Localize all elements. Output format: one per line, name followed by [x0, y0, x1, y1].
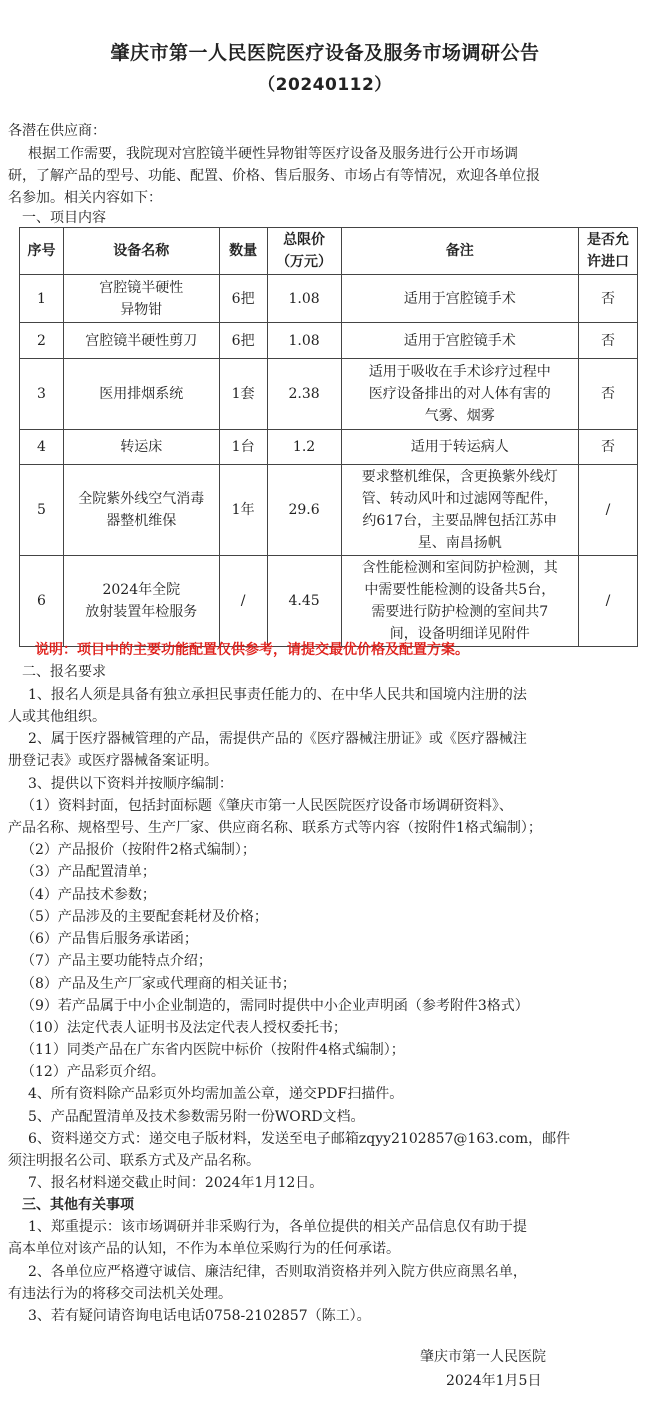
cell-name: 转运床	[63, 430, 219, 465]
requirement-line: （5）产品涉及的主要配套耗材及价格；	[0, 909, 268, 925]
cell-note-line: 含性能检测和室间防护检测，其	[361, 560, 558, 576]
requirement-line: 人或其他组织。	[8, 709, 106, 725]
cell-name	[63, 556, 219, 647]
cell-note-line: 需要进行防护检测的室间共7	[371, 604, 549, 620]
requirement-line: 1、报名人须是具备有独立承担民事责任能力的、在中华人民共和国境内注册的法	[0, 687, 527, 703]
cell-no: 6	[20, 556, 64, 647]
cell-note-line: 适用于吸收在手术诊疗过程中	[368, 364, 551, 380]
requirement-line: （12）产品彩页介绍。	[0, 1064, 165, 1080]
header-import-line1: 是否允	[587, 232, 630, 248]
table-row	[20, 430, 638, 465]
cell-import: 否	[579, 323, 638, 359]
requirement-line: 2、属于医疗器械管理的产品，需提供产品的《医疗器械注册证》或《医疗器械注	[0, 731, 527, 747]
cell-name-line: 宫腔镜半硬性	[99, 279, 184, 296]
items-table	[19, 227, 638, 647]
requirement-line: （11）同类产品在广东省内医院中标价（按附件4格式编制）；	[0, 1042, 405, 1058]
cell-import: 否	[579, 430, 638, 465]
other-line: 1、郑重提示：该市场调研并非采购行为，各单位提供的相关产品信息仅有助于提	[0, 1219, 527, 1235]
header-price	[267, 228, 341, 275]
requirement-line: （7）产品主要功能特点介绍；	[0, 953, 212, 969]
cell-price: 2.38	[267, 359, 341, 430]
header-no: 序号	[20, 228, 64, 275]
cell-qty: 6把	[219, 275, 267, 323]
cell-note-line: 星、南昌扬帆	[417, 535, 502, 551]
cell-import: /	[579, 556, 638, 647]
cell-name: 宫腔镜半硬性剪刀	[63, 323, 219, 359]
requirement-line: 5、产品配置清单及技术参数需另附一份WORD文档。	[0, 1109, 365, 1125]
cell-name	[63, 275, 219, 323]
cell-price: 4.45	[267, 556, 341, 647]
cell-no: 5	[20, 465, 64, 556]
other-line: 2、各单位应严格遵守诚信、廉洁纪律，否则取消资格并列入院方供应商黑名单，	[0, 1264, 527, 1280]
header-import-line2: 许进口	[587, 254, 630, 270]
cell-note	[341, 556, 579, 647]
cell-import: /	[579, 465, 638, 556]
table-row	[20, 275, 638, 323]
requirement-line: （6）产品售后服务承诺函；	[0, 931, 198, 947]
cell-import: 否	[579, 275, 638, 323]
red-note: 说明：项目中的主要功能配置仅供参考，请提交最优价格及配置方案。	[35, 642, 469, 658]
cell-name: 医用排烟系统	[63, 359, 219, 430]
cell-price: 1.08	[267, 323, 341, 359]
salutation: 各潜在供应商：	[8, 123, 106, 139]
cell-note-line: 医疗设备排出的对人体有害的	[368, 386, 551, 402]
cell-no: 1	[20, 275, 64, 323]
cell-name	[63, 465, 219, 556]
cell-qty: 1套	[219, 359, 267, 430]
requirement-line: 7、报名材料递交截止时间：2024年1月12日。	[0, 1175, 324, 1191]
other-line: 有违法行为的将移交司法机关处理。	[8, 1286, 232, 1302]
table-row	[20, 465, 638, 556]
document-title: 肇庆市第一人民医院医疗设备及服务市场调研公告	[110, 42, 540, 64]
cell-note-line: 气雾、烟雾	[424, 408, 495, 424]
signature-org: 肇庆市第一人民医院	[420, 1349, 546, 1365]
table-row	[20, 359, 638, 430]
section-heading-items: 一、项目内容	[8, 210, 106, 226]
header-price-line2: （万元）	[276, 254, 333, 270]
table-row	[20, 323, 638, 359]
intro-paragraph-line: 研，了解产品的型号、功能、配置、价格、售后服务、市场占有等情况，欢迎各单位报	[8, 168, 540, 184]
table-header-row	[20, 228, 638, 275]
requirement-line: （3）产品配置清单；	[0, 864, 156, 880]
requirement-line: （10）法定代表人证明书及法定代表人授权委托书；	[0, 1020, 347, 1036]
signature-date: 2024年1月5日	[446, 1373, 542, 1389]
requirement-line: 6、资料递交方式：递交电子版材料，发送至电子邮箱zqyy2102857@163.com，邮件	[0, 1131, 571, 1147]
cell-qty: 1年	[219, 465, 267, 556]
cell-name-line: 异物钳	[120, 301, 163, 318]
cell-note: 适用于转运病人	[341, 430, 579, 465]
header-price-line1: 总限价	[283, 232, 326, 248]
cell-note: 适用于宫腔镜手术	[341, 323, 579, 359]
document-number: （20240112）	[258, 75, 392, 95]
cell-no: 2	[20, 323, 64, 359]
cell-price: 1.08	[267, 275, 341, 323]
cell-no: 3	[20, 359, 64, 430]
requirement-line: （4）产品技术参数；	[0, 887, 156, 903]
cell-qty: 1台	[219, 430, 267, 465]
header-note: 备注	[341, 228, 579, 275]
requirement-line: （2）产品报价（按附件2格式编制）；	[0, 842, 256, 858]
cell-name-line: 2024年全院	[102, 582, 181, 598]
requirement-line: 3、提供以下资料并按顺序编制：	[0, 776, 233, 792]
requirement-line: （1）资料封面，包括封面标题《肇庆市第一人民医院医疗设备市场调研资料》、	[0, 798, 513, 814]
cell-name-line: 全院紫外线空气消毒	[78, 491, 205, 507]
cell-import: 否	[579, 359, 638, 430]
other-line: 3、若有疑问请咨询电话电话0758-2102857（陈工）。	[0, 1308, 371, 1324]
cell-qty: 6把	[219, 323, 267, 359]
header-qty: 数量	[219, 228, 267, 275]
section-heading-requirements: 二、报名要求	[8, 664, 106, 680]
cell-name-line: 放射装置年检服务	[85, 604, 198, 620]
cell-qty: /	[219, 556, 267, 647]
cell-note	[341, 465, 579, 556]
cell-name-line: 器整机维保	[106, 513, 177, 529]
requirement-line: 须注明报名公司、联系方式及产品名称。	[8, 1153, 260, 1169]
requirement-line: （9）若产品属于中小企业制造的，需同时提供中小企业声明函（参考附件3格式）	[0, 998, 529, 1014]
cell-note-line: 中需要性能检测的设备共5台，	[364, 582, 556, 598]
cell-note	[341, 359, 579, 430]
intro-paragraph-line: 名参加。相关内容如下：	[8, 190, 162, 206]
cell-price: 1.2	[267, 430, 341, 465]
cell-note-line: 要求整机维保，含更换紫外线灯	[361, 469, 558, 485]
header-import	[579, 228, 638, 275]
cell-note-line: 间，设备明细详见附件	[389, 626, 530, 642]
cell-note-line: 管、转动风叶和过滤网等配件，	[361, 491, 558, 507]
cell-price: 29.6	[267, 465, 341, 556]
requirement-line: （8）产品及生产厂家或代理商的相关证书；	[0, 976, 296, 992]
cell-no: 4	[20, 430, 64, 465]
table-row	[20, 556, 638, 647]
header-name: 设备名称	[63, 228, 219, 275]
cell-note-line: 约617台，主要品牌包括江苏申	[362, 513, 558, 529]
requirement-line: 册登记表》或医疗器械备案证明。	[8, 753, 218, 769]
requirement-line: 4、所有资料除产品彩页外均需加盖公章，递交PDF扫描件。	[0, 1086, 404, 1102]
intro-paragraph-line: 根据工作需要，我院现对宫腔镜半硬性异物钳等医疗设备及服务进行公开市场调	[0, 146, 518, 162]
requirement-line: 产品名称、规格型号、生产厂家、供应商名称、联系方式等内容（按附件1格式编制）；	[8, 820, 542, 836]
section-heading-other: 三、其他有关事项	[8, 1197, 134, 1213]
cell-note: 适用于宫腔镜手术	[341, 275, 579, 323]
other-line: 高本单位对该产品的认知，不作为本单位采购行为的任何承诺。	[8, 1241, 400, 1257]
